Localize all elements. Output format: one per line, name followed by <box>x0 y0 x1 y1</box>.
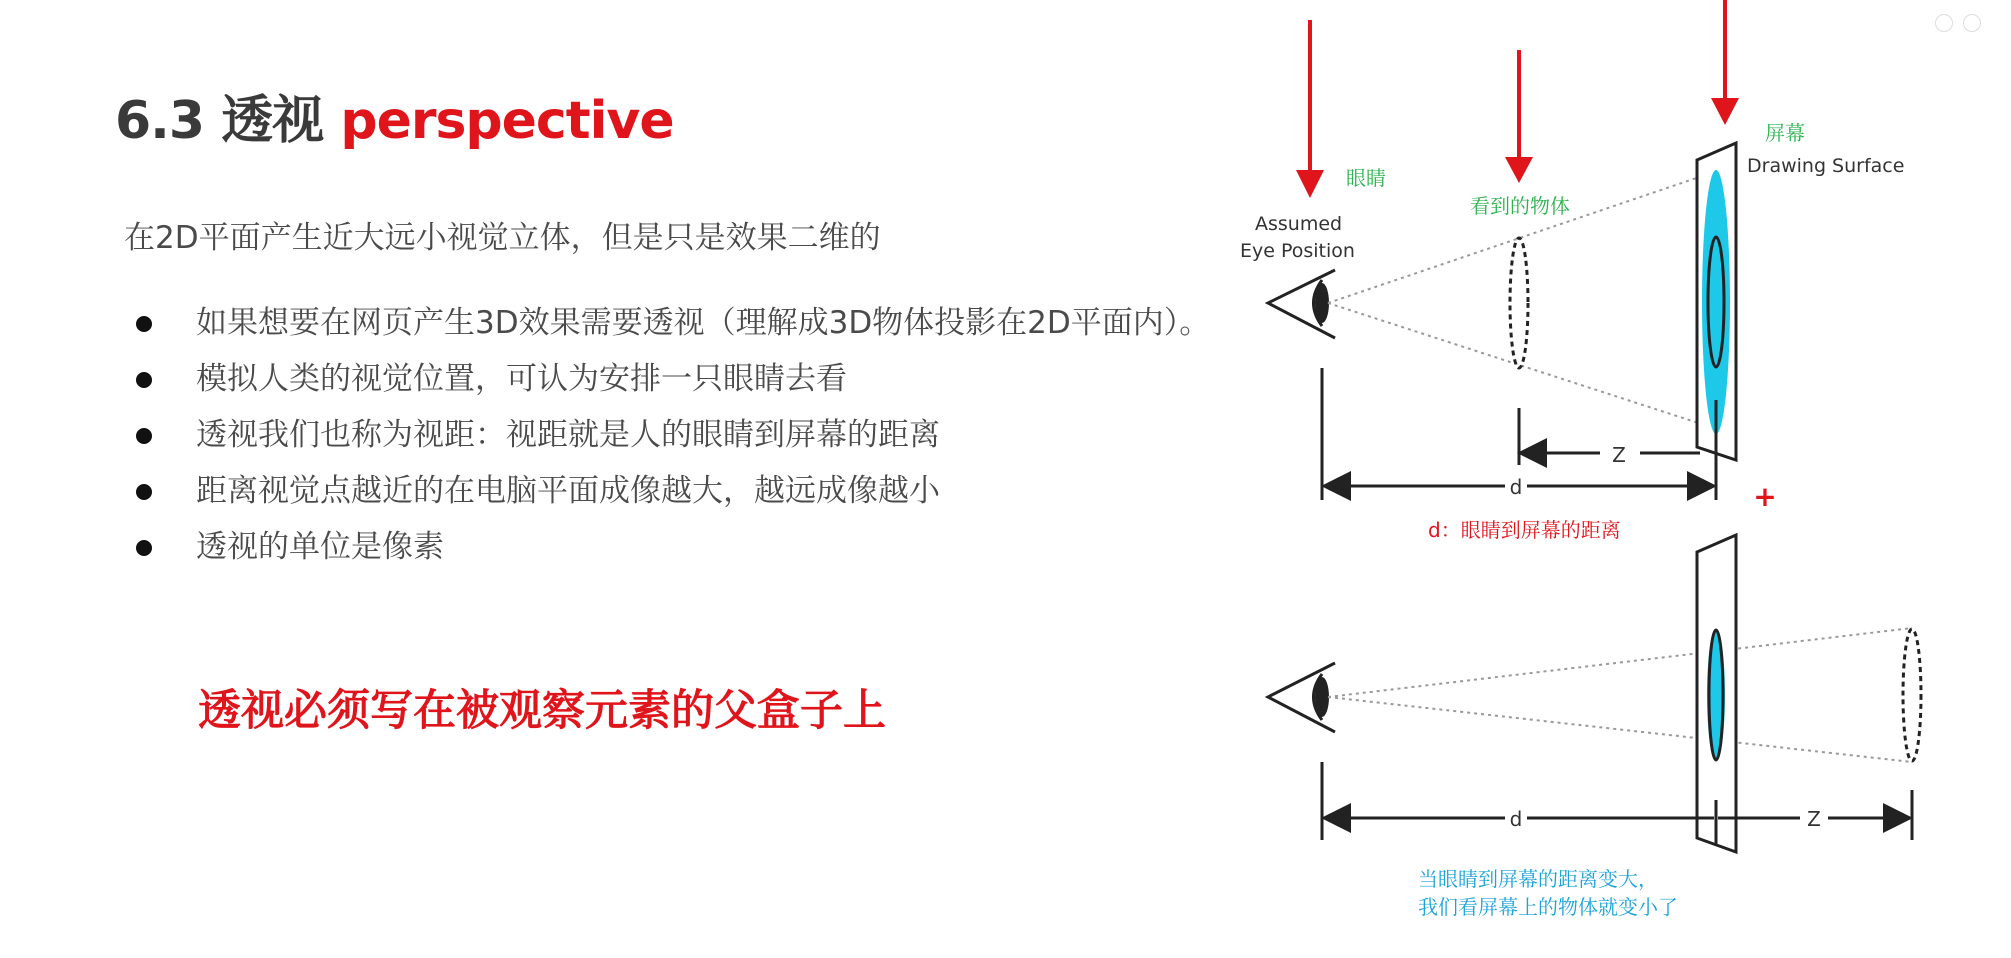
eye-icon <box>1268 270 1335 338</box>
eye-label: 眼睛 <box>1346 166 1386 190</box>
plus-icon: + <box>1753 480 1777 513</box>
bottom-note-line1: 当眼睛到屏幕的距离变大， <box>1418 867 1658 891</box>
sight-lines <box>1328 628 1912 762</box>
object-ellipse <box>1510 238 1528 368</box>
bullet-text: 透视的单位是像素 <box>196 529 444 565</box>
eye-icon <box>1268 663 1335 732</box>
d-label: d <box>1509 807 1523 831</box>
bullet-text: 透视我们也称为视距：视距就是人的眼睛到屏幕的距离 <box>196 417 940 453</box>
emphasis-note: 透视必须写在被观察元素的父盒子上 <box>198 686 886 736</box>
object-label: 看到的物体 <box>1470 194 1570 218</box>
screen-label: 屏幕 <box>1765 121 1805 145</box>
bullet-text: 模拟人类的视觉位置，可认为安排一只眼睛去看 <box>196 361 847 397</box>
d-label: d <box>1509 475 1523 499</box>
drawing-surface-label: Drawing Surface <box>1747 155 1905 177</box>
z-label: Z <box>1612 443 1626 467</box>
title-english: perspective <box>340 91 674 151</box>
measure-lines <box>1322 762 1912 845</box>
bullet-text: 如果想要在网页产生3D效果需要透视（理解成3D物体投影在2D平面内）。 <box>196 305 1211 341</box>
bullet-text: 距离视觉点越近的在电脑平面成像越大，越远成像越小 <box>196 473 940 509</box>
title-prefix: 6.3 透视 <box>115 91 324 151</box>
bottom-note-line2: 我们看屏幕上的物体就变小了 <box>1418 895 1678 919</box>
d-note: d：眼睛到屏幕的距离 <box>1428 518 1621 542</box>
arrow-down-icon <box>1505 157 1533 183</box>
eye-position-label: Eye Position <box>1240 240 1355 262</box>
subtitle: 在2D平面产生近大远小视觉立体，但是只是效果二维的 <box>124 220 881 256</box>
assumed-label: Assumed <box>1255 213 1343 235</box>
object-ellipse <box>1903 629 1921 761</box>
arrow-down-icon <box>1711 98 1739 125</box>
z-label: Z <box>1807 807 1821 831</box>
arrow-down-icon <box>1296 170 1324 198</box>
